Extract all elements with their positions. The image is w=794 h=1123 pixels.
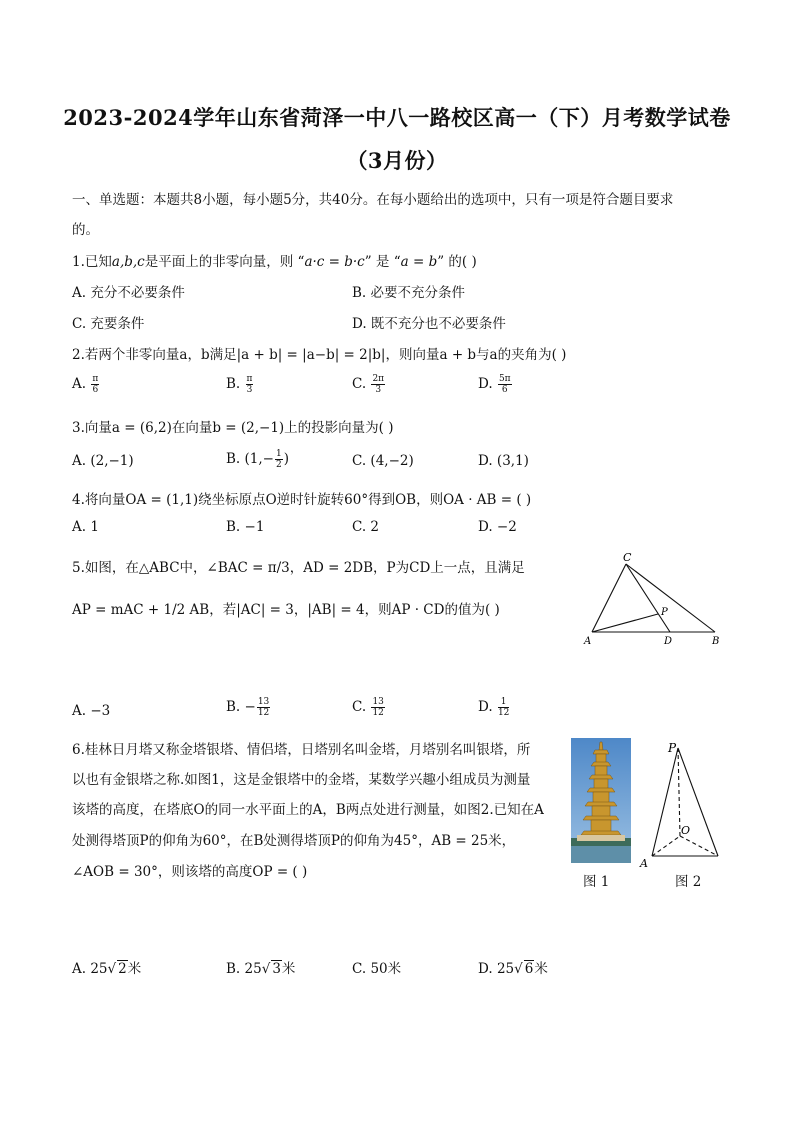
q3-option-c: C. (4,−2) (352, 453, 414, 469)
section-header: 一、单选题：本题共8小题，每小题5分，共40分。在每小题给出的选项中，只有一项是符合题目要求 (72, 192, 674, 208)
side-ac (592, 564, 626, 632)
question-4: 4.将向量OA = (1,1)绕坐标原点O逆时针旋转60°得到OB，则OA · AB = ( ) (72, 492, 532, 508)
q1-option-a: A. 充分不必要条件 (72, 285, 185, 301)
figure-2-caption: 图 2 (675, 874, 702, 890)
q4-option-d: D. −2 (478, 519, 517, 535)
q1-option-d: D. 既不充分也不必要条件 (352, 316, 506, 332)
q6-option-b: B. 25√ 3米 (226, 961, 296, 977)
label-o: O (681, 824, 691, 837)
section-header-cont: 的。 (72, 222, 99, 238)
q2-option-a: A. $\frac{\pi}{6}$ (72, 374, 99, 395)
q3-option-a: A. (2,−1) (72, 453, 134, 469)
question-1: 1.已知a,b,c是平面上的非零向量，则 “a·c = b·c” 是 “a = b” 的( ) (72, 254, 477, 270)
question-6-line2: 以也有金银塔之称.如图1，这是金银塔中的金塔，某数学兴趣小组成员为测量 (72, 772, 531, 788)
q2-option-c: C. $\frac{2\pi}{3}$ (352, 374, 385, 395)
exam-title: 2023-2024学年山东省菏泽一中八一路校区高一（下）月考数学试卷 (63, 105, 731, 130)
edge-po (678, 748, 680, 836)
q6-option-a: A. 25√ 2米 (72, 961, 142, 977)
q3-option-b: B. (1,− $\frac{1}{2}$ ) (226, 449, 289, 470)
q6-option-d: D. 25√ 6米 (478, 961, 548, 977)
question-6-line4: 处测得塔顶P的仰角为60°，在B处测得塔顶P的仰角为45°，AB = 25米， (72, 833, 516, 849)
label-a-base: A (640, 857, 648, 870)
label-p-apex: P (668, 741, 677, 755)
q4-option-c: C. 2 (352, 519, 380, 535)
q5-option-d: D. $\frac{1}{12}$ (478, 697, 510, 718)
question-5: 5.如图，在△ABC中，∠BAC = π/3，AD = 2DB，P为CD上一点，且满足 (72, 560, 525, 576)
edge-pb (678, 748, 718, 856)
pyramid-figure (638, 738, 728, 870)
q1-option-b: B. 必要不充分条件 (352, 285, 466, 301)
q5-option-b: B. − $\frac{13}{12}$ (226, 697, 270, 718)
question-6-line3: 该塔的高度，在塔底O的同一水平面上的A，B两点处进行测量，如图2.已知在A (72, 802, 544, 818)
exam-subtitle: （3月份） (346, 148, 448, 173)
edge-ob (680, 836, 718, 856)
q4-option-b: B. −1 (226, 519, 265, 535)
question-2: 2.若两个非零向量a，b满足|a + b| = |a−b| = 2|b|，则向量a + b与a的夹角为( ) (72, 347, 567, 363)
segment-ap (592, 614, 658, 632)
label-c: C (623, 551, 632, 564)
question-6: 6.桂林日月塔又称金塔银塔、情侣塔，日塔别名叫金塔，月塔别名叫银塔，所 (72, 742, 531, 758)
label-b: B (712, 636, 720, 647)
segment-cd (626, 564, 670, 632)
pagoda-photo (571, 738, 631, 863)
label-p: P (661, 607, 668, 618)
triangle-abc-figure (580, 548, 730, 648)
question-6-line5: ∠AOB = 30°，则该塔的高度OP = ( ) (72, 864, 308, 880)
label-a: A (584, 636, 592, 647)
question-5-cont: AP = mAC + 1/2 AB，若|AC| = 3，|AB| = 4，则AP · CD的值为( ) (72, 602, 500, 618)
q4-option-a: A. 1 (72, 519, 99, 535)
figure-1-caption: 图 1 (583, 874, 610, 890)
q5-option-c: C. $\frac{13}{12}$ (352, 697, 384, 718)
q5-option-a: A. −3 (72, 703, 111, 719)
q3-option-d: D. (3,1) (478, 453, 529, 469)
q6-option-c: C. 50米 (352, 961, 402, 977)
q2-option-d: D. $\frac{5\pi}{6}$ (478, 374, 511, 395)
question-3: 3.向量a = (6,2)在向量b = (2,−1)上的投影向量为( ) (72, 420, 394, 436)
q2-option-b: B. $\frac{\pi}{3}$ (226, 374, 253, 395)
side-cb (626, 564, 715, 632)
edge-pa (652, 748, 678, 856)
q1-option-c: C. 充要条件 (72, 316, 145, 332)
label-d: D (664, 636, 673, 647)
